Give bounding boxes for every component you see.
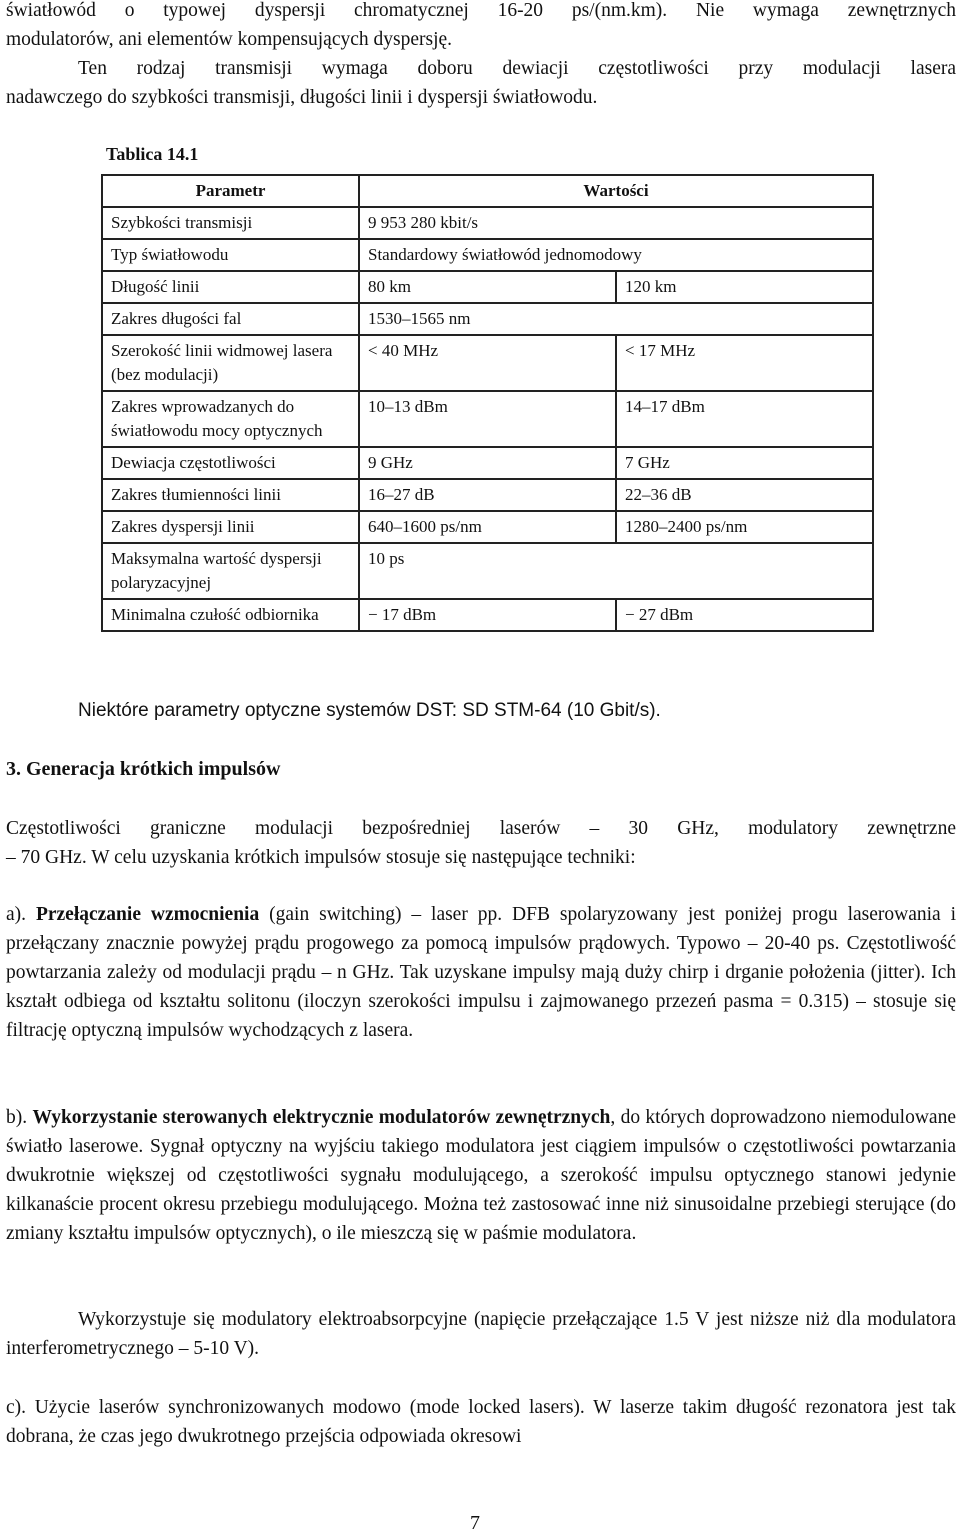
row-value-2: 14–17 dBm — [616, 391, 873, 447]
table-row — [102, 511, 873, 543]
row-param: Szybkości transmisji — [102, 207, 359, 239]
section-paragraph-line-2: – 70 GHz. W celu uzyskania krótkich impulsów stosuje się następujące techniki: — [6, 847, 636, 868]
item-a-marker: a). — [6, 904, 27, 925]
item-a-text: (gain switching) – laser pp. DFB spolaryzowany jest poniżej progu laserowania i przełączany znacznie powyżej prądu progowego za pomocą impulsów prądowych. Typowo – 20-40 ps. Częstotliwość powtarzania zależy od modulacji prądu – n GHz. Tak uzyskane impulsy mają duży chirp i drganie położenia (jitter). Ich kształt odbiega od kształtu solitonu (iloczyn szerokości impulsu i zajmowanego przezeń pasma = 0.315) – stosuje się filtrację optyczną impulsów wychodzących z lasera. — [6, 904, 957, 1041]
intro-line-1: światłowód o typowej dyspersji chromatycznej 16-20 ps/(nm.km). Nie wymaga zewnętrznych — [6, 0, 956, 21]
row-param: Minimalna czułość odbiornika — [102, 599, 359, 631]
row-param: Długość linii — [102, 271, 359, 303]
table-row — [102, 303, 873, 335]
section-heading: 3. Generacja krótkich impulsów — [6, 758, 281, 780]
table-header-row — [102, 175, 873, 207]
item-b-paragraph-2: Wykorzystuje się modulatory elektroabsorpcyjne (napięcie przełączające 1.5 V jest niższe niż dla modulatora interferometrycznego – 5-10 V). — [6, 1309, 956, 1359]
table-row — [102, 479, 873, 511]
row-value: 1530–1565 nm — [359, 303, 873, 335]
page-number: 7 — [470, 1512, 480, 1534]
header-parameter: Parametr — [102, 175, 359, 207]
item-b-marker: b). — [6, 1107, 28, 1128]
table-title: Tablica 14.1 — [106, 144, 199, 164]
intro-line-3: Ten rodzaj transmisji wymaga doboru dewiacji częstotliwości przy modulacji lasera — [78, 58, 956, 79]
row-value: 10 ps — [359, 543, 873, 599]
row-value-1: < 40 MHz — [359, 335, 616, 391]
table-row — [102, 543, 873, 599]
table-row — [102, 599, 873, 631]
row-value-2: 120 km — [616, 271, 873, 303]
row-param: Zakres wprowadzanych do światłowodu mocy optycznych — [102, 391, 359, 447]
intro-line-2: modulatorów, ani elementów kompensujących dyspersję. — [6, 29, 453, 50]
row-value-2: 1280–2400 ps/nm — [616, 511, 873, 543]
row-param: Maksymalna wartość dyspersji polaryzacyjnej — [102, 543, 359, 599]
row-param: Zakres tłumienności linii — [102, 479, 359, 511]
table-row — [102, 391, 873, 447]
table-caption: Niektóre parametry optyczne systemów DST: SD STM-64 (10 Gbit/s). — [78, 700, 661, 721]
item-c-paragraph: c). Użycie laserów synchronizowanych modowo (mode locked lasers). W laserze takim długość rezonatora jest tak dobrana, że czas jego dwukrotnego przejścia odpowiada okresowi — [6, 1397, 956, 1447]
row-param: Dewiacja częstotliwości — [102, 447, 359, 479]
table-row — [102, 271, 873, 303]
row-value-2: < 17 MHz — [616, 335, 873, 391]
item-b-bold: Wykorzystanie sterowanych elektrycznie modulatorów zewnętrznych — [32, 1107, 611, 1128]
table-row — [102, 239, 873, 271]
row-value-1: 80 km — [359, 271, 616, 303]
intro-line-4: nadawczego do szybkości transmisji, długości linii i dyspersji światłowodu. — [6, 87, 598, 108]
row-value: 9 953 280 kbit/s — [359, 207, 873, 239]
row-param: Typ światłowodu — [102, 239, 359, 271]
row-value-2: 22–36 dB — [616, 479, 873, 511]
table-row — [102, 447, 873, 479]
item-a-paragraph — [6, 900, 956, 1045]
header-values: Wartości — [359, 175, 873, 207]
row-value-1: 640–1600 ps/nm — [359, 511, 616, 543]
item-b-text: , do których doprowadzono niemodulowane światło laserowe. Sygnał optyczny na wyjściu takiego modulatora jest ciągiem impulsów o częstotliwości powtarzania dwukrotnie większej od częstotliwości sygnału modulującego, a szerokość impulsu optycznego stanowi jedynie kilkanaście procent okresu przebiegu modulującego. Można też zastosować inne niż sinusoidalne przebiegi sterujące (do zmiany kształtu impulsów optycznych), o ile mieszczą się w paśmie modulatora. — [6, 1107, 956, 1244]
row-value-1: 9 GHz — [359, 447, 616, 479]
item-b-paragraph — [6, 1103, 956, 1248]
parameters-table — [101, 174, 874, 632]
row-param: Zakres dyspersji linii — [102, 511, 359, 543]
row-value-1: 10–13 dBm — [359, 391, 616, 447]
row-value-1: − 17 dBm — [359, 599, 616, 631]
table-row — [102, 335, 873, 391]
row-value-2: 7 GHz — [616, 447, 873, 479]
row-value-2: − 27 dBm — [616, 599, 873, 631]
row-value-1: 16–27 dB — [359, 479, 616, 511]
item-a-bold: Przełączanie wzmocnienia — [35, 904, 260, 925]
row-param: Zakres długości fal — [102, 303, 359, 335]
row-value: Standardowy światłowód jednomodowy — [359, 239, 873, 271]
table-row — [102, 207, 873, 239]
section-paragraph-line-1: Częstotliwości graniczne modulacji bezpośredniej laserów – 30 GHz, modulatory zewnętrzne — [6, 818, 956, 839]
row-param: Szerokość linii widmowej lasera (bez modulacji) — [102, 335, 359, 391]
